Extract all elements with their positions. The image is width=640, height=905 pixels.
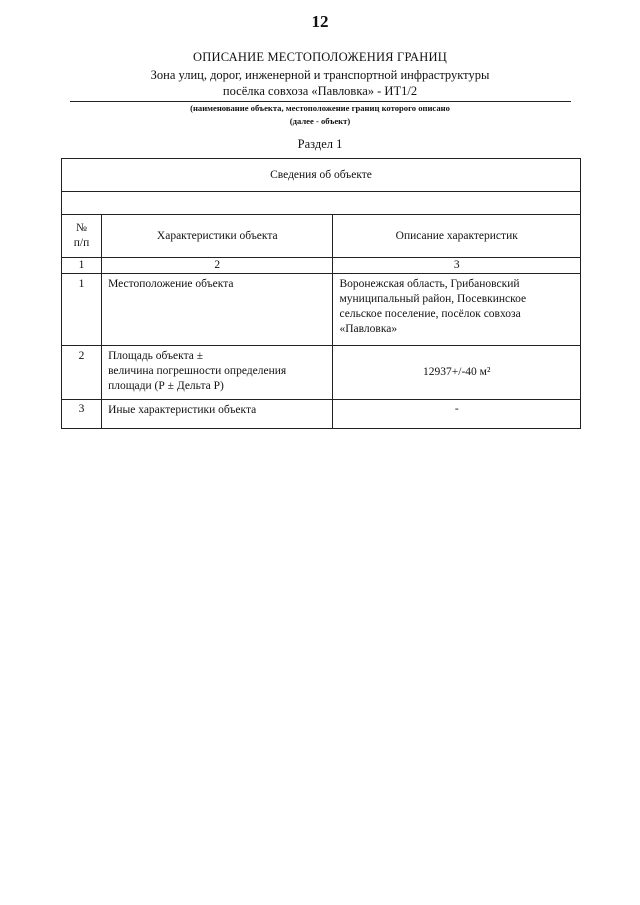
row-description: - [333,400,581,429]
location-line-3: сельское поселение, посёлок совхоза [339,308,521,320]
row-description: 12937+/-40 м² [333,346,581,400]
row-characteristic [102,346,333,400]
location-line-2: муниципальный район, Посевкинское [339,293,527,305]
page-number: 12 [311,12,329,31]
document-title: ОПИСАНИЕ МЕСТОПОЛОЖЕНИЯ ГРАНИЦ [193,50,447,64]
header-number-line-1: № [76,222,88,234]
header-description: Описание характеристик [333,215,581,258]
area-line-3: площади (Р ± Дельта Р) [108,380,224,392]
header-number-line-2: п/п [73,237,90,249]
row-number: 1 [62,274,102,346]
header-number-cell [62,215,102,258]
table-title-row [62,159,581,192]
caption-line-1: (наименование объекта, местоположение границ которого описано [190,103,450,113]
table-row [62,274,581,346]
row-number: 2 [62,346,102,400]
column-number-3: 3 [333,258,581,274]
column-number-row [62,258,581,274]
table-row [62,346,581,400]
object-name-line-2: посёлка совхоза «Павловка» - ИТ1/2 [222,84,418,98]
section-title: Раздел 1 [297,137,343,151]
location-line-1: Воронежская область, Грибановский [339,278,520,290]
table-header-row [62,215,581,258]
location-line-4: «Павловка» [339,323,398,335]
column-number-1: 1 [62,258,102,274]
header-characteristics: Характеристики объекта [102,215,333,258]
row-description [333,274,581,346]
area-line-2: величина погрешности определения [108,365,287,377]
table-title: Сведения об объекте [62,159,581,192]
table-spacer-row [62,192,581,215]
row-number: 3 [62,400,102,429]
object-info-table [61,158,581,429]
row-characteristic: Иные характеристики объекта [102,400,333,429]
object-name-line-1: Зона улиц, дорог, инженерной и транспортной инфраструктуры [150,68,490,82]
table-spacer-cell [62,192,581,215]
table-row [62,400,581,429]
caption-line-2: (далее - объект) [289,116,351,126]
column-number-2: 2 [102,258,333,274]
area-line-1: Площадь объекта ± [108,350,204,362]
underline-rule [70,101,571,102]
row-characteristic: Местоположение объекта [102,274,333,346]
